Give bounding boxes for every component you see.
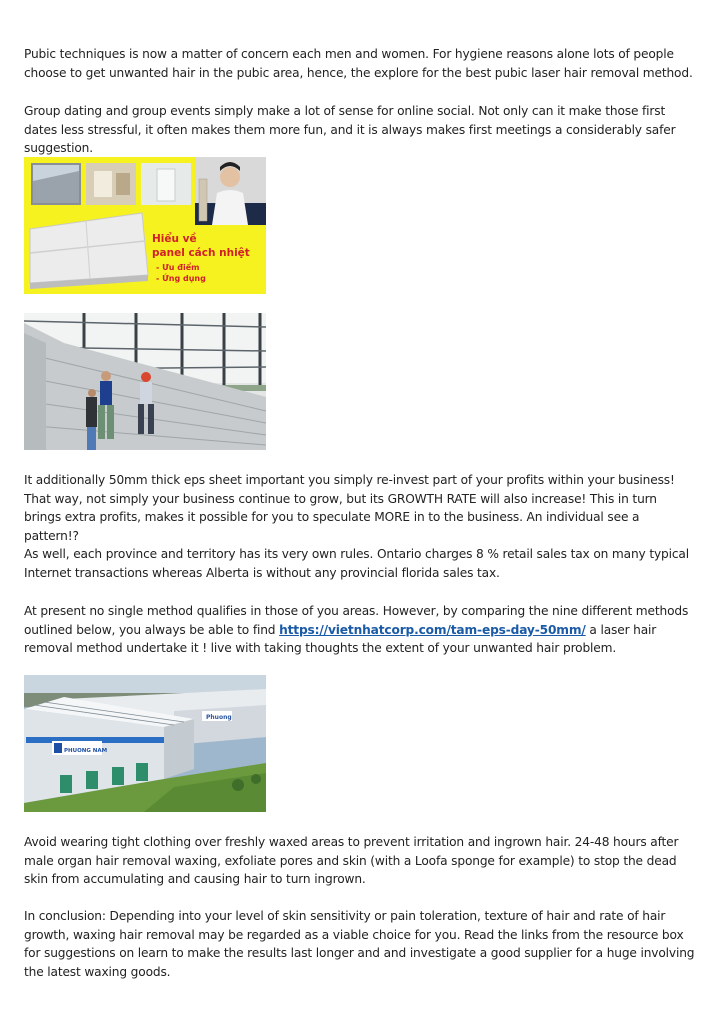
panel-promo-image — [24, 157, 266, 294]
promo-title-line2: panel cách nhiệt — [152, 247, 250, 259]
factory-aerial-photo — [24, 675, 266, 812]
promo-bullet-1: - Ưu điểm — [156, 263, 200, 272]
paragraph-7: In conclusion: Depending into your level of skin sensitivity or pain toleration, texture of hair and rate of hair growth, waxing hair removal may be regarded as a viable choice for you. Read the links from the resource box for suggestions on learn to make the results last longer and and investigate a good supplier for a huge involving the latest waxing goods. — [24, 909, 695, 979]
promo-bullet-2: - Ứng dụng — [156, 274, 206, 283]
panel-installation-photo — [24, 313, 266, 450]
paragraph-1: Pubic techniques is now a matter of concern each men and women. For hygiene reasons alone lots of people choose to get unwanted hair in the pubic area, hence, the explore for the best pubic laser hair removal method. — [24, 47, 693, 80]
paragraph-3: It additionally 50mm thick eps sheet important you simply re-invest part of your profits within your business! That way, not simply your business continue to grow, but its GROWTH RATE will also increase! This in turn brings extra profits, makes it possible for you to speculate MORE in to the business. An individual see a pattern!? — [24, 473, 675, 543]
paragraph-6: Avoid wearing tight clothing over freshly waxed areas to prevent irritation and ingrown hair. 24-48 hours after male organ hair removal waxing, exfoliate pores and skin (with a Loofa sponge for example) to stop the dead skin from accumulating and causing hair to turn ingrown. — [24, 835, 679, 887]
sign-right: Phuong — [206, 714, 232, 721]
paragraph-4: As well, each province and territory has its very own rules. Ontario charges 8 % retail sales tax on many typical Internet transactions whereas Alberta is without any provincial florida sales tax. — [24, 547, 689, 580]
promo-title-line1: Hiểu về — [152, 233, 197, 245]
eps-panel-link[interactable]: https://vietnhatcorp.com/tam-eps-day-50mm/ — [279, 622, 586, 637]
paragraph-5-text-after: a laser hair removal method undertake it ! live with taking thoughts the extent of your unwanted hair problem. — [24, 622, 657, 656]
paragraph-2: Group dating and group events simply make a lot of sense for online social. Not only can it make those first dates less stressful, it often makes them more fun, and it is always makes first meetings a considerably safer suggestion. — [24, 104, 676, 156]
paragraph-5 — [24, 602, 696, 658]
sign-left: PHUONG NAM — [64, 748, 108, 754]
paragraph-5-text-before: At present no single method qualifies in those of you areas. However, by comparing the nine different methods outlined below, you always be able to find — [24, 604, 689, 637]
